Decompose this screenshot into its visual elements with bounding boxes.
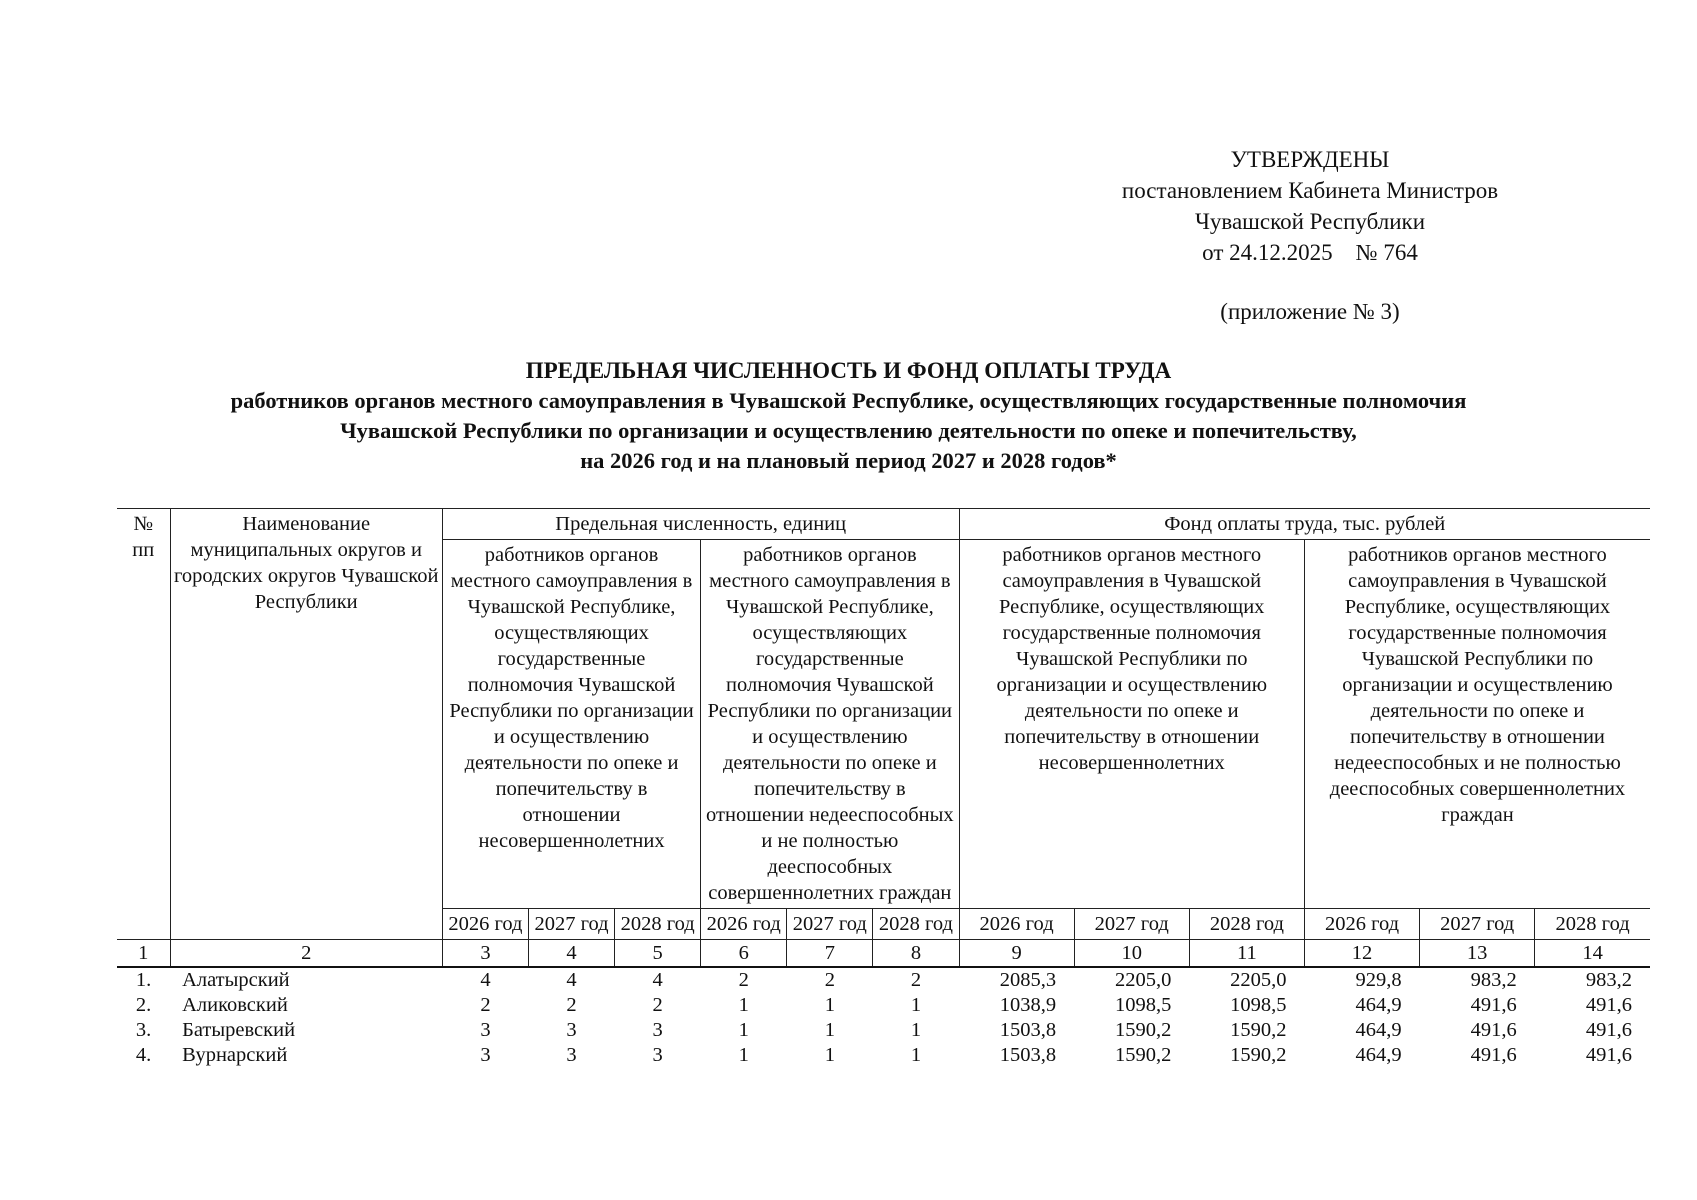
approval-line-2: постановлением Кабинета Министров [1121, 178, 1499, 203]
count-value: 2 [566, 994, 577, 1016]
document-title [0, 356, 1697, 476]
column-number: 9 [959, 940, 1074, 968]
header-year: 2026 год [442, 909, 528, 940]
header-year: 2026 год [701, 909, 787, 940]
count-value: 3 [480, 1044, 491, 1066]
header-year: 2026 год [1304, 909, 1419, 940]
fund-value: 491,6 [1470, 1044, 1517, 1066]
count-value: 3 [652, 1044, 663, 1066]
header-year: 2027 год [787, 909, 873, 940]
count-value: 1 [910, 994, 922, 1016]
fund-value: 1590,2 [1230, 1044, 1287, 1066]
column-number: 10 [1074, 940, 1189, 968]
header-year: 2026 год [959, 909, 1074, 940]
fund-value: 2205,0 [1114, 969, 1172, 991]
district-name: Аликовский [182, 994, 288, 1016]
column-number: 4 [528, 940, 614, 968]
header-year: 2028 год [1189, 909, 1304, 940]
column-number: 7 [787, 940, 873, 968]
count-value: 1 [824, 994, 835, 1016]
fund-value: 983,2 [1470, 969, 1517, 991]
header-group-count: Предельная численность, единиц [442, 509, 959, 540]
count-value: 1 [738, 994, 749, 1016]
count-value: 1 [910, 1044, 922, 1066]
fund-value: 1590,2 [1230, 1019, 1287, 1041]
fund-value: 1098,5 [1114, 994, 1172, 1016]
fund-value: 491,6 [1470, 994, 1517, 1016]
header-count-minors: работников органов местного самоуправления в Чувашской Республике, осуществляющих государственные полномочия Чувашской Республики по организации и осуществлению деятельности по опеке и попечительству в отношении несовершеннолетних [442, 540, 700, 909]
column-number: 1 [117, 940, 170, 968]
table-row [117, 1043, 1650, 1068]
count-value: 2 [652, 994, 663, 1016]
column-number: 2 [170, 940, 442, 968]
approval-line-4: от 24.12.2025 № 764 [1202, 240, 1418, 265]
count-value: 1 [738, 1044, 749, 1066]
count-value: 3 [566, 1044, 577, 1066]
fund-value: 983,2 [1585, 969, 1632, 991]
column-number: 12 [1304, 940, 1419, 968]
district-name: Вурнарский [182, 1044, 288, 1066]
header-year: 2028 год [873, 909, 959, 940]
header-year: 2027 год [1074, 909, 1189, 940]
approval-line-1: УТВЕРЖДЕНЫ [1230, 147, 1390, 172]
column-number: 6 [701, 940, 787, 968]
column-number: 11 [1189, 940, 1304, 968]
column-number: 3 [442, 940, 528, 968]
table-row [117, 1018, 1650, 1043]
header-count-adults: работников органов местного самоуправления в Чувашской Республике, осуществляющих государственные полномочия Чувашской Республики по организации и осуществлению деятельности по опеке и попечительству в отношении недееспособных и не полностью дееспособных совершеннолетних граждан [701, 540, 959, 909]
annex-label: (приложение № 3) [1220, 299, 1400, 324]
count-value: 3 [480, 1019, 491, 1041]
header-fund-minors: работников органов местного самоуправления в Чувашской Республике, осуществляющих государственные полномочия Чувашской Республики по организации и осуществлению деятельности по опеке и попечительству в отношении несовершеннолетних [959, 540, 1304, 909]
count-value: 2 [910, 969, 922, 991]
fund-value: 1503,8 [999, 1044, 1057, 1066]
table-row [117, 967, 1650, 993]
count-value: 4 [566, 969, 577, 991]
column-number: 14 [1535, 940, 1650, 968]
header-year: 2027 год [1420, 909, 1535, 940]
table-row [117, 993, 1650, 1018]
header-year: 2028 год [1535, 909, 1650, 940]
row-number: 4. [135, 1044, 152, 1066]
fund-value: 1098,5 [1230, 994, 1287, 1016]
fund-value: 491,6 [1470, 1019, 1517, 1041]
column-number: 5 [615, 940, 701, 968]
fund-value: 1038,9 [999, 994, 1057, 1016]
fund-value: 1590,2 [1114, 1044, 1172, 1066]
fund-value: 491,6 [1585, 1019, 1632, 1041]
fund-value: 2205,0 [1230, 969, 1287, 991]
header-fund-adults: работников органов местного самоуправления в Чувашской Республике, осуществляющих государственные полномочия Чувашской Республики по организации и осуществлению деятельности по опеке и попечительству в отношении недееспособных и не полностью дееспособных совершеннолетних граждан [1304, 540, 1650, 909]
row-number: 1. [135, 969, 152, 991]
fund-value: 929,8 [1355, 969, 1402, 991]
column-number: 13 [1420, 940, 1535, 968]
count-value: 1 [910, 1019, 922, 1041]
fund-value: 464,9 [1355, 1019, 1402, 1041]
header-group-fund: Фонд оплаты труда, тыс. рублей [959, 509, 1650, 540]
header-name: Наименование муниципальных округов и городских округов Чувашской Республики [170, 509, 442, 940]
header-year: 2027 год [528, 909, 614, 940]
district-name: Батыревский [182, 1019, 296, 1041]
count-value: 2 [480, 994, 491, 1016]
count-value: 3 [652, 1019, 663, 1041]
title-sub-1: работников органов местного самоуправления в Чувашской Республике, осуществляющих государственные полномочия [230, 388, 1467, 413]
title-sub-3: на 2026 год и на плановый период 2027 и 2028 годов* [580, 448, 1117, 473]
column-number: 8 [873, 940, 959, 968]
title-main: ПРЕДЕЛЬНАЯ ЧИСЛЕННОСТЬ И ФОНД ОПЛАТЫ ТРУДА [525, 358, 1172, 383]
fund-value: 464,9 [1355, 994, 1402, 1016]
count-value: 4 [652, 969, 663, 991]
fund-value: 1590,2 [1114, 1019, 1172, 1041]
fund-value: 1503,8 [999, 1019, 1057, 1041]
approval-line-3: Чувашской Республики [1194, 209, 1426, 234]
count-value: 1 [824, 1019, 835, 1041]
fund-value: 491,6 [1585, 1044, 1632, 1066]
title-sub-2: Чувашской Республики по организации и осуществлению деятельности по опеке и попечительству, [340, 418, 1357, 443]
row-number: 3. [135, 1019, 152, 1041]
fund-value: 464,9 [1355, 1044, 1402, 1066]
count-value: 2 [738, 969, 749, 991]
header-no: № пп [117, 509, 170, 940]
count-value: 4 [480, 969, 491, 991]
header-year: 2028 год [615, 909, 701, 940]
count-value: 2 [824, 969, 835, 991]
row-number: 2. [135, 994, 152, 1016]
count-value: 3 [566, 1019, 577, 1041]
approval-stamp [1040, 144, 1580, 268]
count-value: 1 [824, 1044, 835, 1066]
limits-table [117, 508, 1650, 1068]
fund-value: 2085,3 [999, 969, 1057, 991]
district-name: Алатырский [182, 969, 290, 991]
fund-value: 491,6 [1585, 994, 1632, 1016]
count-value: 1 [738, 1019, 749, 1041]
